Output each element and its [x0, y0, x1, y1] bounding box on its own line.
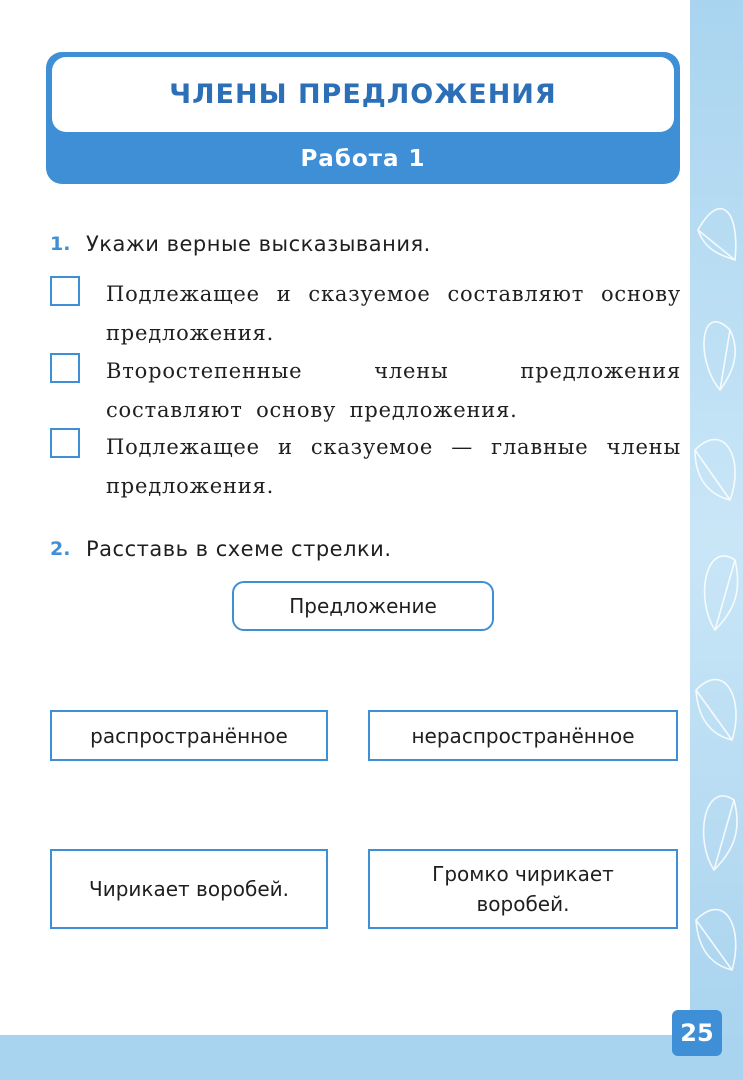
- option1-text: Подлежащее и сказуемое составляют основу предложения.: [106, 282, 681, 345]
- option2-checkbox[interactable]: [50, 353, 80, 383]
- task1-number: 1.: [50, 233, 71, 255]
- decorative-leaf-border: [690, 0, 743, 1080]
- task2-number: 2.: [50, 538, 71, 560]
- scheme-type-unextended[interactable]: нераспространённое: [368, 710, 678, 761]
- task2-prompt: Расставь в схеме стрелки.: [86, 537, 392, 561]
- bottom-border: [0, 1035, 743, 1080]
- work-subtitle: Работа 1: [300, 146, 426, 172]
- scheme-root-sentence[interactable]: Предложение: [232, 581, 494, 631]
- scheme-example-short[interactable]: Чирикает воробей.: [50, 849, 328, 929]
- option3-text: Подлежащее и сказуемое — главные члены предложения.: [106, 435, 681, 498]
- page-number: 25: [672, 1010, 722, 1056]
- option3-checkbox[interactable]: [50, 428, 80, 458]
- task1-prompt: Укажи верные высказывания.: [86, 232, 431, 256]
- option1-checkbox[interactable]: [50, 276, 80, 306]
- page-title: ЧЛЕНЫ ПРЕДЛОЖЕНИЯ: [169, 79, 557, 110]
- scheme-example-long[interactable]: Громко чирикает воробей.: [368, 849, 678, 929]
- scheme-type-extended[interactable]: распространённое: [50, 710, 328, 761]
- leaf-pattern-icon: [690, 0, 743, 1080]
- header-title-panel: [52, 57, 674, 132]
- option2-text: Второстепенные члены предложения составляют основу предложения.: [106, 359, 681, 422]
